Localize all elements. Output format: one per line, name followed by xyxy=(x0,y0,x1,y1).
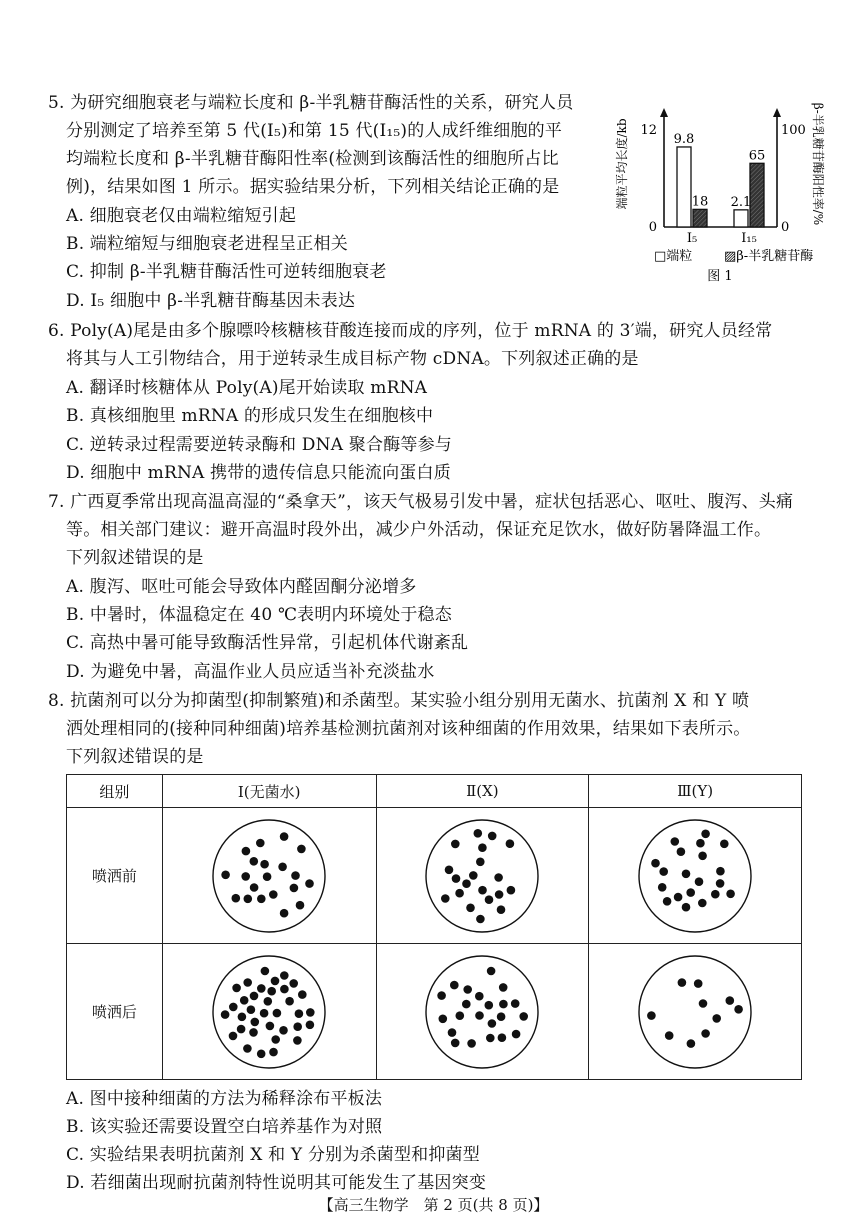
colony-dot xyxy=(257,1049,266,1058)
colony-dot xyxy=(257,984,266,993)
petri-dish-before-ii xyxy=(376,808,589,944)
chart-svg xyxy=(612,84,852,284)
colony-dot xyxy=(476,914,485,923)
colony-dot xyxy=(499,983,508,992)
colony-dot xyxy=(469,871,478,880)
colony-dot xyxy=(280,984,289,993)
colony-dot xyxy=(269,890,278,899)
colony-dot xyxy=(260,1008,269,1017)
data-label-telomere-i15: 2.1 xyxy=(730,194,752,210)
colony-dot xyxy=(456,1011,465,1020)
colony-dot xyxy=(660,867,669,876)
colony-dot xyxy=(476,857,485,866)
colony-dot xyxy=(297,844,306,853)
colony-dot xyxy=(497,905,506,914)
q6-option-c: C. 逆转录过程需要逆转录酶和 DNA 聚合酶等参与 xyxy=(66,435,452,455)
right-tick-100: 100 xyxy=(781,123,806,138)
q7-option-d: D. 为避免中暑，高温作业人员应适当补充淡盐水 xyxy=(66,662,435,682)
colony-dot xyxy=(451,839,460,848)
left-tick-0: 0 xyxy=(648,220,657,235)
colony-dot xyxy=(298,990,307,999)
table-row-after xyxy=(67,944,802,1080)
colony-dot xyxy=(263,872,272,881)
colony-dot xyxy=(256,838,265,847)
colony-dot xyxy=(257,894,266,903)
colony-dot xyxy=(476,1011,485,1020)
colony-dot xyxy=(278,862,287,871)
colony-dot xyxy=(249,1028,258,1037)
category-label-i5: I₅ xyxy=(686,231,698,246)
colony-dot xyxy=(678,978,687,987)
colony-dot xyxy=(290,979,299,988)
q8-option-c: C. 实验结果表明抗菌剂 X 和 Y 分别为杀菌型和抑菌型 xyxy=(66,1145,480,1165)
colony-dot xyxy=(456,888,465,897)
header-agent-y: Ⅲ(Y) xyxy=(589,775,802,808)
colony-dot xyxy=(506,839,515,848)
petri-dish-after-i xyxy=(162,944,376,1080)
colony-dot xyxy=(495,873,504,882)
table-header-row xyxy=(67,775,802,808)
table-row-before xyxy=(67,808,802,944)
colony-dot xyxy=(280,908,289,917)
colony-dot xyxy=(260,859,269,868)
left-tick-12: 12 xyxy=(640,123,657,138)
row-label-before: 喷洒前 xyxy=(67,808,163,944)
colony-dot xyxy=(305,879,314,888)
colony-dot xyxy=(280,832,289,841)
q6-option-d: D. 细胞中 mRNA 携带的遗传信息只能流向蛋白质 xyxy=(66,463,451,483)
colony-dot xyxy=(242,872,251,881)
colony-dot xyxy=(238,1012,247,1021)
colony-dot xyxy=(439,1014,448,1023)
colony-dot xyxy=(495,890,504,899)
colony-dot xyxy=(682,902,691,911)
row-label-after: 喷洒后 xyxy=(67,944,163,1080)
y-axis-label-left: 端粒平均长度/kb xyxy=(615,118,629,210)
q5-option-b: B. 端粒缩短与细胞衰老进程呈正相关 xyxy=(66,234,348,254)
colony-dot xyxy=(479,885,488,894)
colony-dot xyxy=(647,1011,656,1020)
colony-dot xyxy=(232,983,241,992)
colony-dot xyxy=(261,966,270,975)
colony-dot xyxy=(268,986,277,995)
header-sterile-water: Ⅰ(无菌水) xyxy=(162,775,376,808)
category-label-i15: I₁₅ xyxy=(741,231,757,246)
q8-stem-line-2: 洒处理相同的(接种同种细菌)培养基检测抗菌剂对该种细菌的作用效果，结果如下表所示。 xyxy=(66,719,751,739)
colony-dot xyxy=(237,1024,246,1033)
colony-dot xyxy=(487,966,496,975)
q5-stem-line-4: 例)，结果如图 1 所示。据实验结果分析，下列相关结论正确的是 xyxy=(66,177,560,197)
colony-dot xyxy=(243,1044,252,1053)
colony-dot xyxy=(266,1021,275,1030)
colony-dot xyxy=(451,1038,460,1047)
colony-dot xyxy=(445,865,454,874)
colony-dot xyxy=(716,879,725,888)
q8-stem-line-3: 下列叙述错误的是 xyxy=(66,747,204,767)
colony-dot xyxy=(273,1008,282,1017)
q6-option-a: A. 翻译时核糖体从 Poly(A)尾开始读取 mRNA xyxy=(66,378,428,398)
header-group: 组别 xyxy=(67,775,163,808)
colony-dot xyxy=(512,1029,521,1038)
y-axis-label-right: β-半乳糖苷酶阳性率/% xyxy=(811,102,825,226)
data-label-telomere-i5: 9.8 xyxy=(673,131,695,147)
colony-dot xyxy=(716,866,725,875)
colony-dot xyxy=(475,991,484,1000)
colony-dot xyxy=(498,1033,507,1042)
colony-dot xyxy=(247,1005,256,1014)
petri-dish-outline xyxy=(426,956,538,1068)
colony-dot xyxy=(497,1012,506,1021)
petri-dish-before-iii xyxy=(589,808,802,944)
colony-dot xyxy=(441,894,450,903)
colony-dot xyxy=(695,877,704,886)
bar-telomere-i15 xyxy=(734,210,748,227)
legend-galactosidase: ▨β-半乳糖苷酶 xyxy=(724,249,814,264)
figure-caption: 图 1 xyxy=(707,269,733,284)
colony-dot xyxy=(467,903,476,912)
q6-option-b: B. 真核细胞里 mRNA 的形成只发生在细胞核中 xyxy=(66,406,434,426)
colony-dot xyxy=(279,1026,288,1035)
colony-dot xyxy=(229,1002,238,1011)
bar-galactosidase-i15 xyxy=(750,163,764,227)
colony-dot xyxy=(269,1047,278,1056)
colony-dot xyxy=(486,1033,495,1042)
colony-dot xyxy=(665,1031,674,1040)
colony-dot xyxy=(499,999,508,1008)
colony-dot xyxy=(674,892,683,901)
colony-dot xyxy=(264,997,273,1006)
colony-dot xyxy=(229,1031,238,1040)
data-label-galactosidase-i15: 65 xyxy=(748,148,766,164)
q8-option-b: B. 该实验还需要设置空白培养基作为对照 xyxy=(66,1117,383,1137)
colony-dot xyxy=(306,1020,315,1029)
q8-option-d: D. 若细菌出现耐抗菌剂特性说明其可能发生了基因突变 xyxy=(66,1173,487,1193)
colony-dot xyxy=(663,897,672,906)
colony-dot xyxy=(250,883,259,892)
colony-dot xyxy=(658,883,667,892)
q6-stem-line-2: 将其与人工引物结合，用于逆转录生成目标产物 cDNA。下列叙述正确的是 xyxy=(66,349,639,369)
colony-dot xyxy=(221,870,230,879)
q7-stem-line-3: 下列叙述错误的是 xyxy=(66,548,204,568)
colony-dot xyxy=(463,879,472,888)
colony-dot xyxy=(682,869,691,878)
petri-dish-after-ii xyxy=(376,944,589,1080)
colony-dot xyxy=(250,857,259,866)
colony-dot xyxy=(448,1028,457,1037)
colony-dot xyxy=(507,885,516,894)
q8-option-a: A. 图中接种细菌的方法为稀释涂布平板法 xyxy=(66,1089,383,1109)
colony-dot xyxy=(221,1010,230,1019)
colony-dot xyxy=(720,839,729,848)
colony-dot xyxy=(450,980,459,989)
q8-stem-line-1: 8. 抗菌剂可以分为抑菌型(抑制繁殖)和杀菌型。某实验小组分别用无菌水、抗菌剂 X 和 Y 喷 xyxy=(48,691,750,711)
q7-option-c: C. 高热中暑可能导致酶活性异常，引起机体代谢紊乱 xyxy=(66,633,469,653)
colony-dot xyxy=(296,900,305,909)
colony-dot xyxy=(651,858,660,867)
colony-dot xyxy=(452,874,461,883)
colony-dot xyxy=(280,971,289,980)
colony-dot xyxy=(242,846,251,855)
colony-dot xyxy=(244,978,253,987)
bar-telomere-i5 xyxy=(677,147,691,227)
colony-dot xyxy=(462,999,471,1008)
q6-stem-line-1: 6. Poly(A)尾是由多个腺嘌呤核糖核苷酸连接而成的序列，位于 mRNA 的 3′端，研究人员经常 xyxy=(48,321,773,341)
right-tick-0: 0 xyxy=(781,220,790,235)
colony-dot xyxy=(699,999,708,1008)
colony-dot xyxy=(474,829,483,838)
q7-stem-line-1: 7. 广西夏季常出现高温高湿的“桑拿天”，该天气极易引发中暑，症状包括恶心、呕吐、腹泻、头痛 xyxy=(48,492,794,512)
colony-dot xyxy=(291,871,300,880)
colony-dot xyxy=(485,895,494,904)
data-label-galactosidase-i5: 18 xyxy=(691,194,709,210)
colony-dot xyxy=(244,894,253,903)
colony-dot xyxy=(671,837,680,846)
colony-dot xyxy=(290,883,299,892)
colony-dot xyxy=(295,1009,304,1018)
header-agent-x: Ⅱ(X) xyxy=(376,775,589,808)
q5-option-c: C. 抑制 β-半乳糖苷酶活性可逆转细胞衰老 xyxy=(66,262,387,282)
petri-dish-after-iii xyxy=(589,944,802,1080)
colony-dot xyxy=(687,888,696,897)
right-axis-arrow-icon xyxy=(773,108,781,117)
colony-dot xyxy=(271,976,280,985)
colony-dot xyxy=(713,1014,722,1023)
colony-dot xyxy=(711,889,720,898)
colony-dot xyxy=(677,847,686,856)
q5-stem-line-3: 均端粒长度和 β-半乳糖苷酶阳性率(检测到该酶活性的细胞所占比 xyxy=(66,149,559,169)
q5-stem-line-2: 分别测定了培养至第 5 代(I₅)和第 15 代(I₁₅)的人成纤维细胞的平 xyxy=(66,121,563,141)
q5-option-d: D. I₅ 细胞中 β-半乳糖苷酶基因未表达 xyxy=(66,291,356,311)
colony-dot xyxy=(250,991,259,1000)
bar-galactosidase-i5 xyxy=(693,209,707,227)
left-axis-arrow-icon xyxy=(660,108,668,117)
colony-dot xyxy=(694,979,703,988)
colony-dot xyxy=(488,1019,497,1028)
q7-option-a: A. 腹泻、呕吐可能会导致体内醛固酮分泌增多 xyxy=(66,577,417,597)
petri-dish-outline xyxy=(639,820,751,932)
colony-dot xyxy=(520,1012,529,1021)
colony-dot xyxy=(511,999,520,1008)
colony-dot xyxy=(293,1036,302,1045)
q5-option-a: A. 细胞衰老仅由端粒缩短引起 xyxy=(66,206,297,226)
petri-dish-before-i xyxy=(162,808,376,944)
colony-dot xyxy=(251,1017,260,1026)
colony-dot xyxy=(285,996,294,1005)
colony-dot xyxy=(726,889,735,898)
q5-stem-line-1: 5. 为研究细胞衰老与端粒长度和 β-半乳糖苷酶活性的关系，研究人员 xyxy=(48,93,574,113)
figure-1-chart xyxy=(612,84,852,284)
colony-dot xyxy=(272,1035,281,1044)
colony-dot xyxy=(294,1022,303,1031)
q7-option-b: B. 中暑时，体温稳定在 40 ℃表明内环境处于稳态 xyxy=(66,605,452,625)
colony-dot xyxy=(232,893,241,902)
colony-dot xyxy=(726,996,735,1005)
colony-dot xyxy=(701,1029,710,1038)
colony-dot xyxy=(701,829,710,838)
colony-dot xyxy=(306,1008,315,1017)
q7-stem-line-2: 等。相关部门建议：避开高温时段外出，减少户外活动，保证充足饮水，做好防暑降温工作。 xyxy=(66,520,772,540)
colony-dot xyxy=(478,843,487,852)
colony-dot xyxy=(696,838,705,847)
results-table xyxy=(66,774,802,1080)
petri-dish-outline xyxy=(639,956,751,1068)
colony-dot xyxy=(698,851,707,860)
colony-dot xyxy=(485,1000,494,1009)
colony-dot xyxy=(240,996,249,1005)
colony-dot xyxy=(438,991,447,1000)
colony-dot xyxy=(698,898,707,907)
colony-dot xyxy=(488,831,497,840)
colony-dot xyxy=(468,1039,477,1048)
colony-dot xyxy=(687,1039,696,1048)
legend-telomere: □端粒 xyxy=(654,249,693,264)
page-footer: 【高三生物学 第 2 页(共 8 页)】 xyxy=(318,1196,549,1214)
colony-dot xyxy=(464,985,473,994)
colony-dot xyxy=(734,1005,743,1014)
